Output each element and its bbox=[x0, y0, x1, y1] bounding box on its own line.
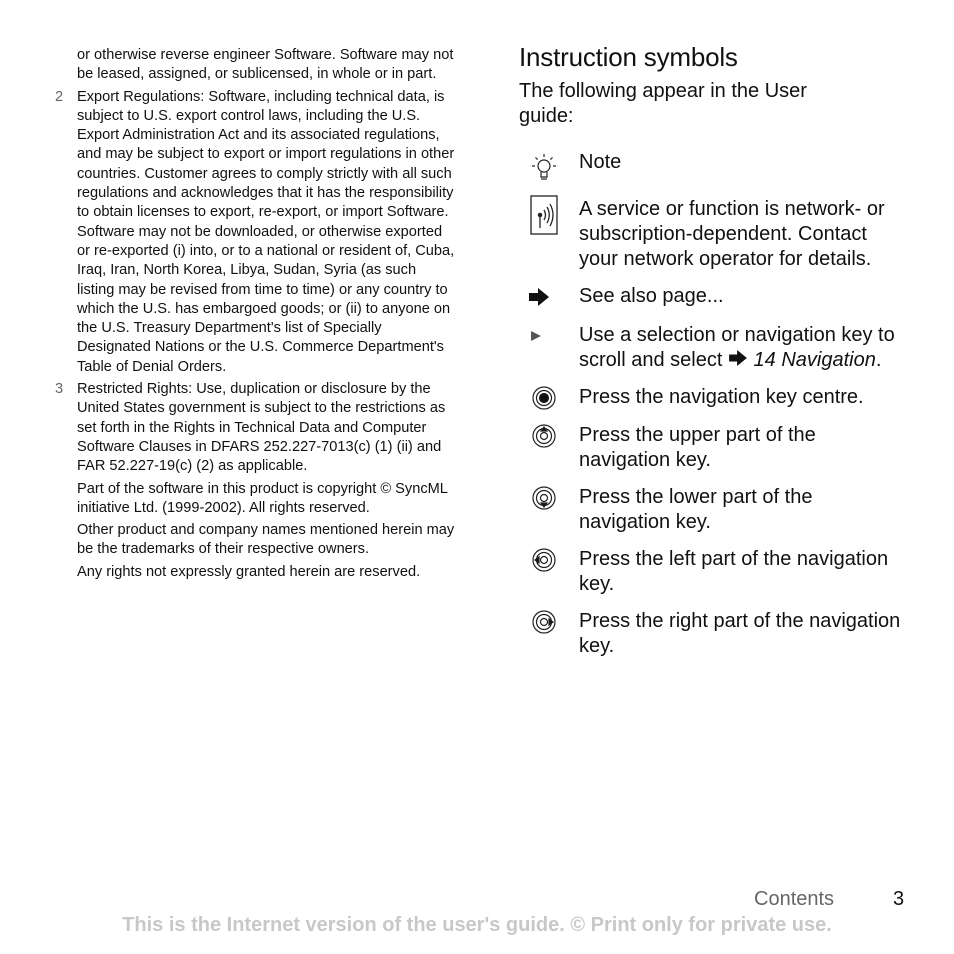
symbol-row-see-also: See also page... bbox=[519, 284, 919, 309]
note-lightbulb-icon bbox=[519, 148, 569, 188]
symbol-row-nav-up: Press the upper part of the navigation key. bbox=[519, 423, 919, 473]
nav-up-icon bbox=[519, 421, 569, 450]
legal-item-number: 3 bbox=[55, 381, 64, 398]
symbol-row-note: Note bbox=[519, 150, 919, 175]
nav-down-icon bbox=[519, 483, 569, 512]
contents-link[interactable]: Contents bbox=[754, 888, 835, 910]
legal-text-column bbox=[55, 46, 455, 585]
nav-centre-icon bbox=[519, 383, 569, 412]
legal-item-3 bbox=[55, 380, 455, 476]
symbol-row-nav-down: Press the lower part of the navigation key. bbox=[519, 485, 919, 535]
instruction-symbols-section bbox=[519, 40, 919, 659]
trademark-note: Other product and company names mentioned herein may be the trademarks of their respective owners. bbox=[77, 522, 455, 558]
legal-item-2 bbox=[55, 88, 455, 377]
page-number: 3 bbox=[893, 888, 905, 910]
cross-reference-link[interactable]: 14 Navigation bbox=[753, 349, 876, 371]
legal-item-number: 2 bbox=[55, 88, 64, 105]
internet-version-notice: This is the Internet version of the user's guide. © Print only for private use. bbox=[122, 914, 832, 936]
nav-right-icon bbox=[519, 607, 569, 636]
symbol-row-scroll-select: Use a selection or navigation key to scroll and select 14 Navigation. bbox=[519, 323, 919, 373]
nav-left-icon bbox=[519, 545, 569, 574]
symbol-row-nav-centre: Press the navigation key centre. bbox=[519, 385, 919, 410]
legal-item-text: Export Regulations: Software, including technical data, is subject to U.S. export control laws, including the U.S. Export Administration Act and its associated regulations, and may be subject to export or import regulations in other countries. Customer agrees to comply strictly with all such regulations and acknowledges that it has the responsibility to obtain licenses to export, re-export, or import Software. Software may not be downloaded, or otherwise exported or re-exported (i) into, or to a national or resident of, Cuba, Iraq, Iran, North Korea, Libya, Sudan, Syria (as such listing may be revised from time to time) or any country to which the U.S. has embargoed goods; or (ii) to anyone on the U.S. Treasury Department's list of Specially Designated Nations or the U.S. Commerce Department's Table of Denial Orders. bbox=[77, 88, 455, 375]
symbol-row-nav-right: Press the right part of the navigation key. bbox=[519, 609, 919, 659]
legal-continuation: or otherwise reverse engineer Software. Software may not be leased, assigned, or sublicensed, in whole or in part. bbox=[77, 47, 454, 83]
section-heading: Instruction symbols bbox=[519, 42, 738, 72]
symbol-row-network: A service or function is network- or subscription-dependent. Contact your network operator for details. bbox=[519, 197, 919, 272]
copyright-note: Part of the software in this product is copyright © SyncML initiative Ltd. (1999-2002). All rights reserved. bbox=[77, 480, 448, 516]
arrow-right-icon bbox=[519, 284, 569, 309]
scroll-select-text: Use a selection or navigation key to scroll and select bbox=[579, 324, 895, 371]
section-intro: The following appear in the User guide: bbox=[519, 80, 807, 127]
arrow-right-icon bbox=[728, 348, 748, 373]
network-signal-icon bbox=[519, 191, 569, 239]
triangle-bullet-icon bbox=[519, 323, 569, 348]
legal-item-text: Restricted Rights: Use, duplication or disclosure by the United States government is subject to the restrictions as set forth in the Rights in Technical Data and Computer Software Clauses in DFARS 252.227-7013(c) (1) (ii) and FAR 52.227-19(c) (2) as applicable. bbox=[77, 381, 446, 475]
rights-reserved-note: Any rights not expressly granted herein are reserved. bbox=[77, 563, 421, 580]
symbol-row-nav-left: Press the left part of the navigation key. bbox=[519, 547, 919, 597]
